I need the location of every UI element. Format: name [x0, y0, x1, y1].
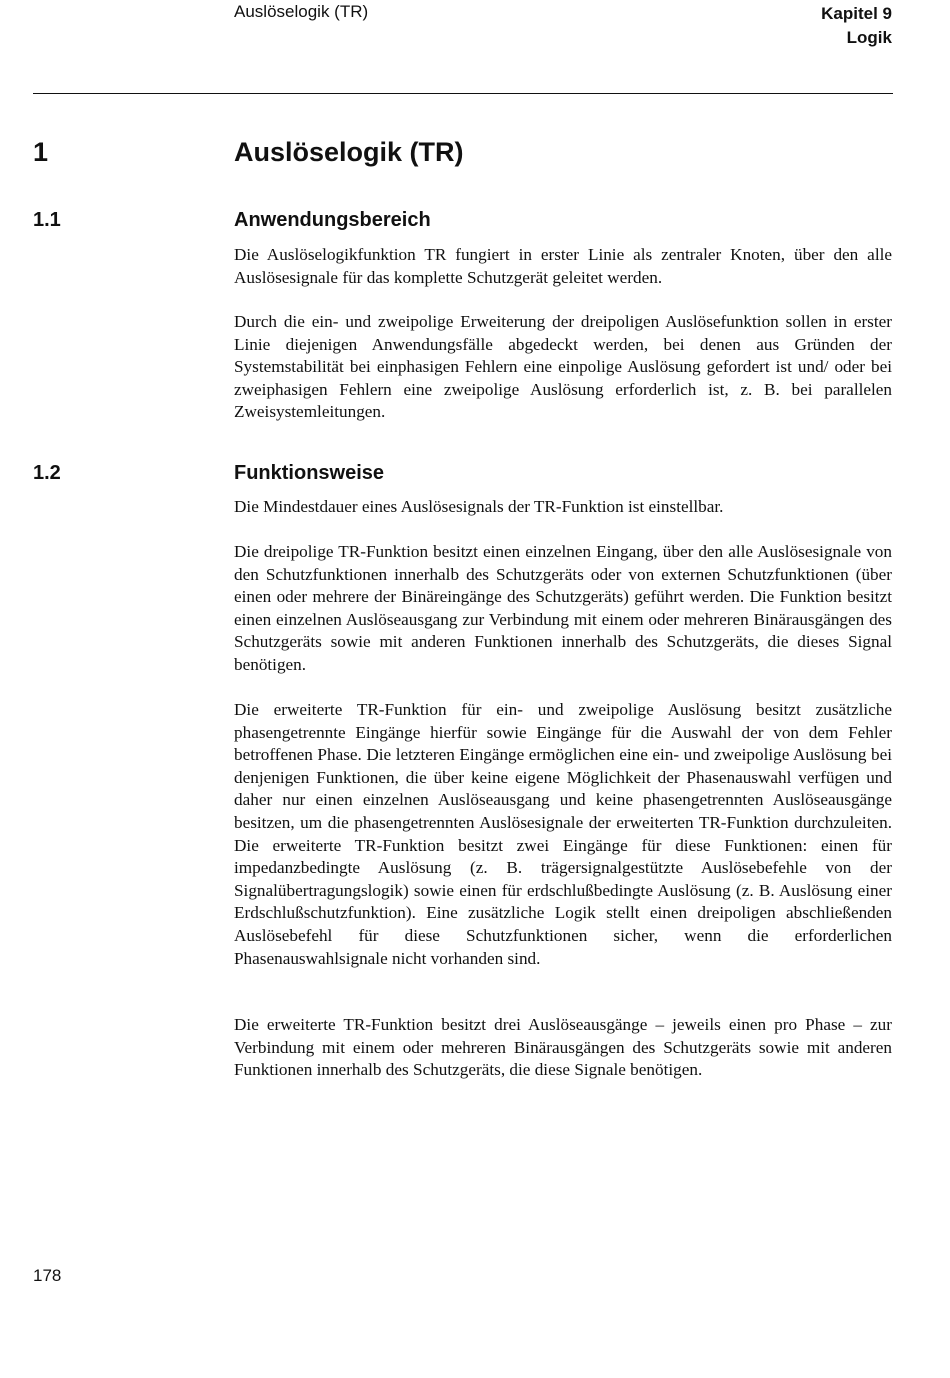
paragraph: Die erweiterte TR-Funktion für ein- und zweipolige Auslösung besitzt zusätzliche phasengetrennte Eingänge hierfür sowie Eingänge für die Auswahl der von dem Fehler betroffenen Phase. Die letzteren Eingänge ermöglichen eine ein- und zweipolige Auslösung bei denjenigen Funktionen, die über keine eigene Möglichkeit der Phasenauswahl verfügen und daher nur einen einzelnen Auslöseausgang und keine phasengetrennten Auslöseausgänge besitzen, um die phasengetrennten Auslösesignale der erweiterten TR-Funktion durchzuleiten. Die erweiterte TR-Funktion besitzt zwei Eingänge für diese Funktionen: einen für impedanzbedingte Auslösung (z. B. trägersignalgestützte Auslösebefehle von der Signalübertragungslogik) sowie einen für erdschlußbedingte Auslösung (z. B. Auslösung einer Erdschlußschutzfunktion). Eine zusätzliche Logik stellt einen dreipoligen abschließenden Auslösebefehl für diese Schutzfunktionen sicher, wenn die erforderlichen Phasenauswahlsignale nicht vorhanden sind.: [234, 700, 892, 968]
paragraph: Die dreipolige TR-Funktion besitzt einen einzelnen Eingang, über den alle Auslösesignale von den Schutzfunktionen innerhalb des Schutzgeräts oder von externen Schutzfunktionen (über einen oder mehrere der Binäreingänge des Schutzgeräts) geführt werden. Die Funktion besitzt einen einzelnen Auslöseausgang zur Verbindung mit einem oder mehreren Binärausgängen des Schutzgeräts sowie mit anderen Funktionen innerhalb des Schutzgeräts, die dieses Signal benötigen.: [234, 542, 892, 674]
paragraph: Die Auslöselogikfunktion TR fungiert in erster Linie als zentraler Knoten, über den alle Auslösesignale für das komplette Schutzgerät geleitet werden.: [234, 245, 892, 287]
header-chapter: [821, 2, 892, 50]
page-number: 178: [33, 1266, 62, 1285]
header-divider: [33, 93, 893, 94]
section-1-2-number: 1.2: [33, 462, 61, 484]
section-1-1-number: 1.1: [33, 209, 61, 231]
header-section-title: Auslöselogik (TR): [234, 2, 369, 21]
paragraph: Die erweiterte TR-Funktion besitzt drei Auslöseausgänge – jeweils einen pro Phase – zur Verbindung mit einem oder mehreren Binärausgängen des Schutzgeräts sowie mit anderen Funktionen innerhalb des Schutzgeräts, die diese Signale benötigen.: [234, 1015, 892, 1080]
paragraph: Die Mindestdauer eines Auslösesignals der TR-Funktion ist einstellbar.: [234, 497, 724, 516]
section-1-2-title: Funktionsweise: [234, 462, 385, 484]
section-1-title: Auslöselogik (TR): [234, 137, 464, 167]
paragraph: Durch die ein- und zweipolige Erweiterung der dreipoligen Auslösefunktion sollen in erster Linie diejenigen Anwendungsfälle abgedeckt werden, bei denen aus Gründen der Systemstabilität bei einphasigen Fehlern eine einpolige Auslösung gefordert ist und/ oder bei zweiphasigen Fehlern eine zweipolige Auslösung erforderlich ist, z. B. bei parallelen Zweisystemleitungen.: [234, 312, 892, 422]
header-chapter-number: Kapitel 9: [821, 4, 892, 23]
header-chapter-name: Logik: [846, 28, 892, 47]
section-1-1-title: Anwendungsbereich: [234, 209, 431, 231]
section-1-number: 1: [33, 137, 49, 167]
